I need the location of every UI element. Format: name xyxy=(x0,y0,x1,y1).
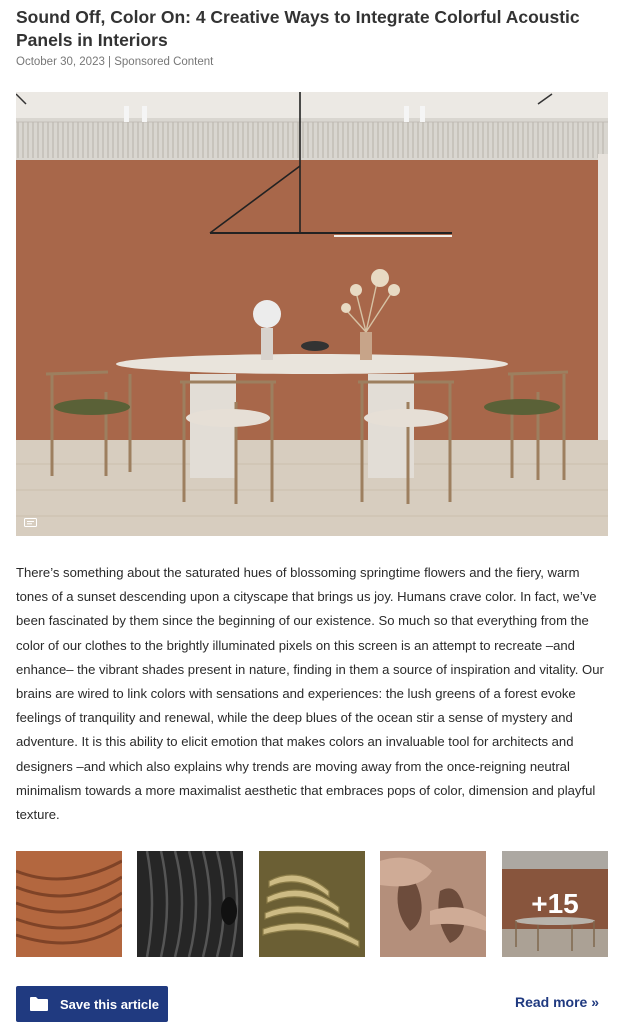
caption-icon[interactable] xyxy=(24,518,37,528)
article-title[interactable]: Sound Off, Color On: 4 Creative Ways to Integrate Colorful Acoustic Panels in Interiors xyxy=(16,7,580,50)
gallery-thumb-more[interactable] xyxy=(502,851,608,957)
hero-image[interactable] xyxy=(16,92,608,536)
gallery-thumbnails xyxy=(16,851,608,957)
gallery-thumb-4[interactable] xyxy=(380,851,486,957)
gallery-thumb-1[interactable] xyxy=(16,851,122,957)
save-article-button[interactable] xyxy=(16,986,168,1022)
read-more-link[interactable]: Read more » xyxy=(514,994,599,1010)
gallery-thumb-3[interactable] xyxy=(259,851,365,957)
gallery-more-count[interactable]: +15 xyxy=(502,851,608,957)
hero-illustration xyxy=(16,92,608,536)
article-meta: October 30, 2023 | Sponsored Content xyxy=(16,56,214,68)
gallery-thumb-2[interactable] xyxy=(137,851,243,957)
article-body: There’s something about the saturated hues of blossoming springtime flowers and the fiery, warm tones of a sunset descending upon a cityscape that brings us joy. Humans crave color. In fact, we’ve been fascinated by them since the beginning of our existence. So much so that everything from the color of our clothes to the brightly illuminated pixels on this screen is an attempt to recreate –and enhance– the vibrant shades present in nature, finding in them a source of inspiration and vitality. Our brains are wired to link colors with sensations and experiences: the lush greens of a forest evoke feelings of tranquility and renewal, while the deep blues of the ocean stir a sense of mystery and adventure. It is this ability to elicit emotion that makes colors an invaluable tool for architects and designers –and which also explains why trends are moving away from the once-reigning neutral minimalism towards a more maximalist aesthetic that embraces pops of color, dimension and playful texture. xyxy=(16,565,604,823)
save-article-label: Save this article xyxy=(60,996,159,1012)
folder-icon xyxy=(30,997,48,1011)
